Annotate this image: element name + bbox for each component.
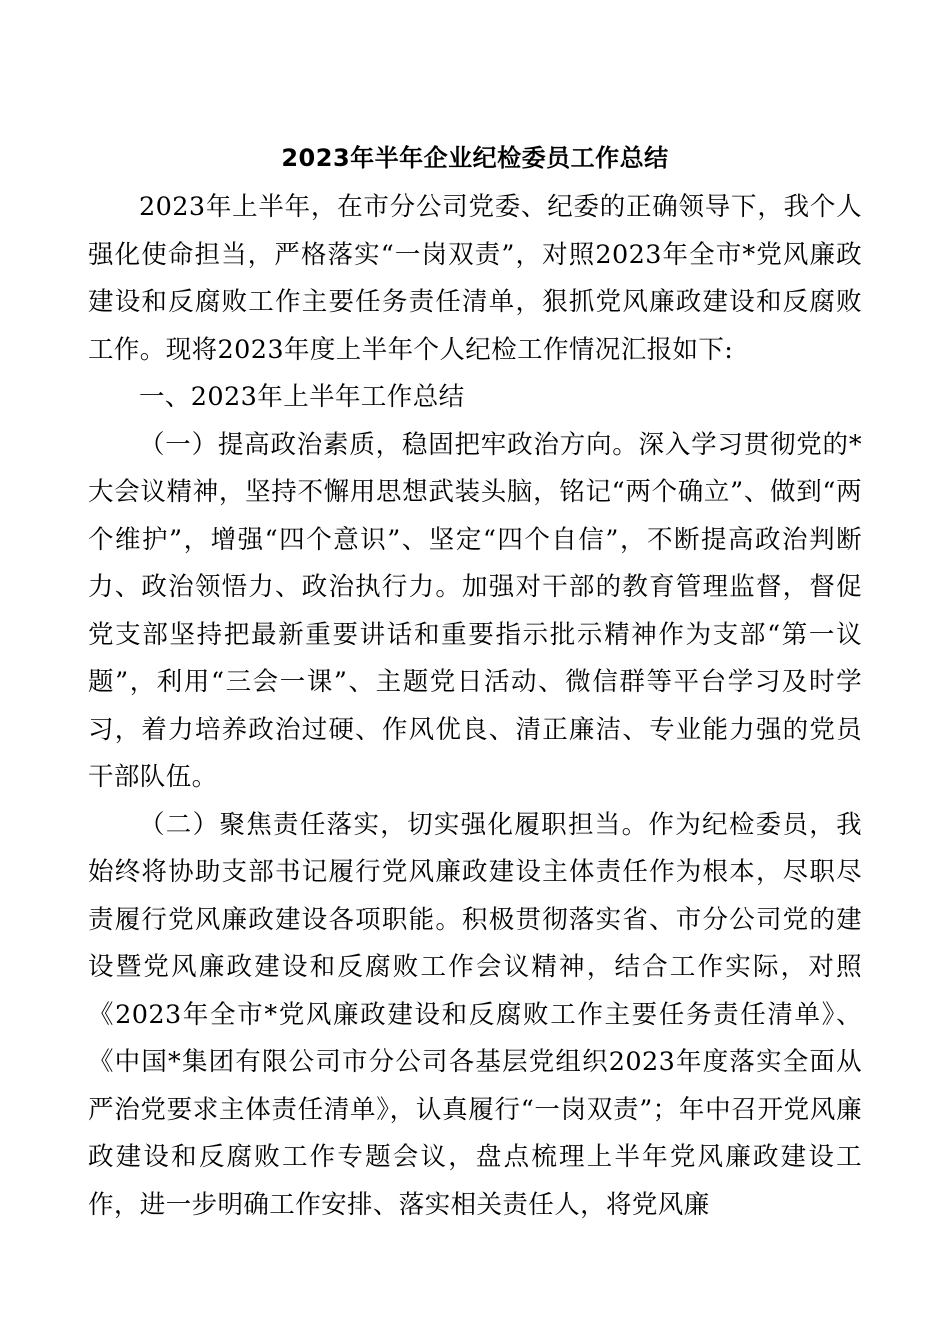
document-title: 2023年半年企业纪检委员工作总结	[281, 144, 669, 172]
paragraph-political: （一）提高政治素质，稳固把牢政治方向。深入学习贯彻党的*大会议精神，坚持不懈用思想武装头脑，铭记“两个确立”、做到“两个维护”，增强“四个意识”、坚定“四个自信”，不断提高政治判断力、政治领悟力、政治执行力。加强对干部的教育管理监督，督促党支部坚持把最新重要讲话和重要指示批示精神作为支部“第一议题”，利用“三会一课”、主题党日活动、微信群等平台学习及时学习，着力培养政治过硬、作风优良、清正廉洁、专业能力强的党员干部队伍。	[88, 429, 862, 792]
document-page	[88, 136, 862, 1229]
paragraph-responsibility: （二）聚焦责任落实，切实强化履职担当。作为纪检委员，我始终将协助支部书记履行党风廉政建设主体责任作为根本，尽职尽责履行党风廉政建设各项职能。积极贯彻落实省、市分公司党的建设暨党风廉政建设和反腐败工作会议精神，结合工作实际，对照《2023年全市*党风廉政建设和反腐败工作主要任务责任清单》、《中国*集团有限公司市分公司各基层党组织2023年度落实全面从严治党要求主体责任清单》，认真履行“一岗双责”；年中召开党风廉政建设和反腐败工作专题会议，盘点梳理上半年党风廉政建设工作，进一步明确工作安排、落实相关责任人，将党风廉	[88, 809, 862, 1220]
section-heading: 一、2023年上半年工作总结	[139, 382, 465, 412]
intro-paragraph: 2023年上半年，在市分公司党委、纪委的正确领导下，我个人强化使命担当，严格落实“一岗双责”，对照2023年全市*党风廉政建设和反腐败工作主要任务责任清单，狠抓党风廉政建设和反腐败工作。现将2023年度上半年个人纪检工作情况汇报如下:	[88, 192, 862, 365]
